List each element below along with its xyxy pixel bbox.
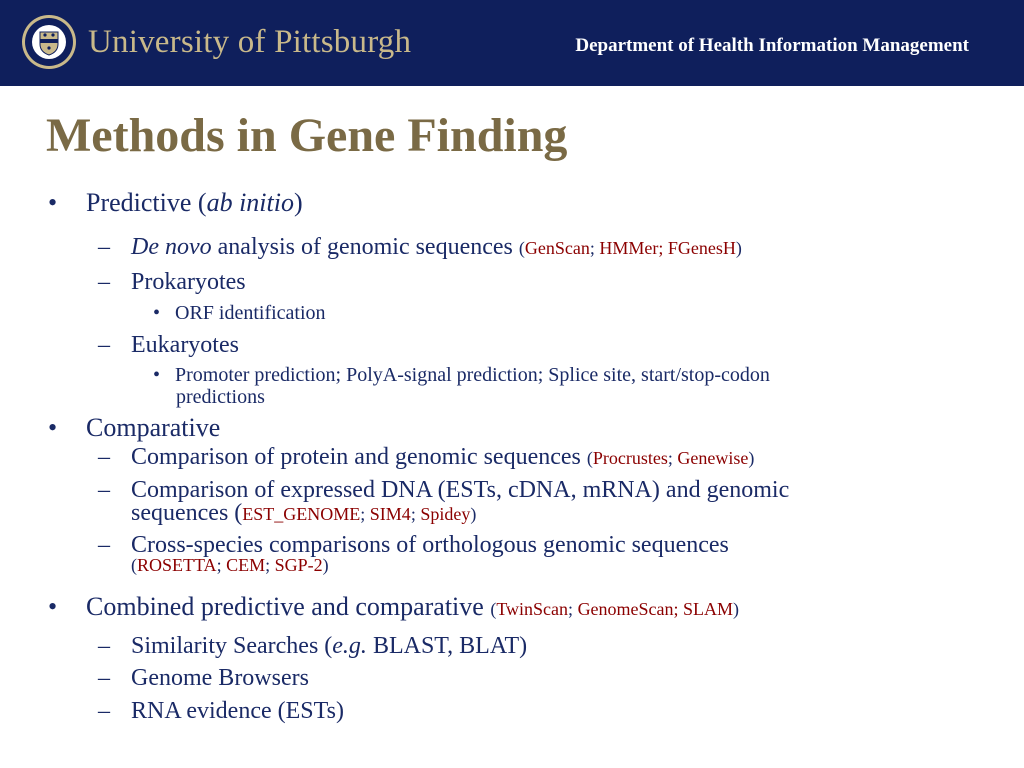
tool-sgp2: SGP-2 xyxy=(274,555,323,575)
dash-icon: – xyxy=(98,665,110,691)
dash-icon: – xyxy=(98,234,110,260)
dash-icon: – xyxy=(98,477,110,503)
tool-genomescan-slam: GenomeScan; SLAM xyxy=(577,599,734,619)
sub-bullet-cross-species: – Cross-species comparisons of orthologous genomic sequences xyxy=(98,532,729,558)
tool-genscan: GenScan xyxy=(524,238,590,258)
sub-bullet-expressed-dna: – Comparison of expressed DNA (ESTs, cDNA, mRNA) and genomic xyxy=(98,477,790,503)
dash-icon: – xyxy=(98,444,110,470)
sub-sub-bullet-eukaryote-predictions: • Promoter prediction; PolyA-signal prediction; Splice site, start/stop-codon xyxy=(153,364,770,386)
sub-bullet-rna-evidence: – RNA evidence (ESTs) xyxy=(98,698,344,724)
sub-bullet-prokaryotes: – Prokaryotes xyxy=(98,269,246,295)
tool-est-genome: EST_GENOME xyxy=(242,504,361,524)
bullet-dot-icon: • xyxy=(153,302,161,324)
tool-cem: CEM xyxy=(226,555,266,575)
header-bar xyxy=(0,0,1024,86)
department-name: Department of Health Information Management xyxy=(575,35,969,56)
sub-bullet-eukaryotes: – Eukaryotes xyxy=(98,332,239,358)
sub-sub-bullet-orf: • ORF identification xyxy=(153,302,326,324)
cross-species-tools: (ROSETTA; CEM; SGP-2) xyxy=(131,555,329,575)
dash-icon: – xyxy=(98,532,110,558)
dash-icon: – xyxy=(98,698,110,724)
dash-icon: – xyxy=(98,332,110,358)
bullet-dot-icon: • xyxy=(48,413,58,442)
slide-title: Methods in Gene Finding xyxy=(46,109,568,162)
eukaryote-predictions-continued: predictions xyxy=(176,386,265,408)
tool-genewise: Genewise xyxy=(677,448,749,468)
university-seal-icon xyxy=(21,14,77,70)
expressed-dna-continued: sequences (EST_GENOME; SIM4; Spidey) xyxy=(131,500,477,526)
bullet-predictive: • Predictive (ab initio) xyxy=(48,188,303,217)
sub-bullet-protein-comparison: – Comparison of protein and genomic sequences (Procrustes; Genewise) xyxy=(98,444,755,470)
bullet-combined: • Combined predictive and comparative (TwinScan; GenomeScan; SLAM) xyxy=(48,592,740,621)
university-name: University of Pittsburgh xyxy=(88,24,412,60)
tool-hmmer-fgenesh: HMMer; FGenesH xyxy=(599,238,736,258)
tool-twinscan: TwinScan xyxy=(496,599,569,619)
dash-icon: – xyxy=(98,269,110,295)
tool-procrustes: Procrustes xyxy=(592,448,668,468)
dash-icon: – xyxy=(98,633,110,659)
bullet-dot-icon: • xyxy=(48,188,58,217)
sub-bullet-genome-browsers: – Genome Browsers xyxy=(98,665,309,691)
bullet-comparative: • Comparative xyxy=(48,413,221,442)
bullet-dot-icon: • xyxy=(48,592,58,621)
tool-rosetta: ROSETTA xyxy=(137,555,217,575)
sub-bullet-de-novo: – De novo analysis of genomic sequences (GenScan; HMMer; FGenesH) xyxy=(98,234,742,260)
tool-spidey: Spidey xyxy=(420,504,471,524)
tool-sim4: SIM4 xyxy=(369,504,411,524)
bullet-dot-icon: • xyxy=(153,364,161,386)
sub-bullet-similarity-searches: – Similarity Searches (e.g. BLAST, BLAT) xyxy=(98,633,528,659)
